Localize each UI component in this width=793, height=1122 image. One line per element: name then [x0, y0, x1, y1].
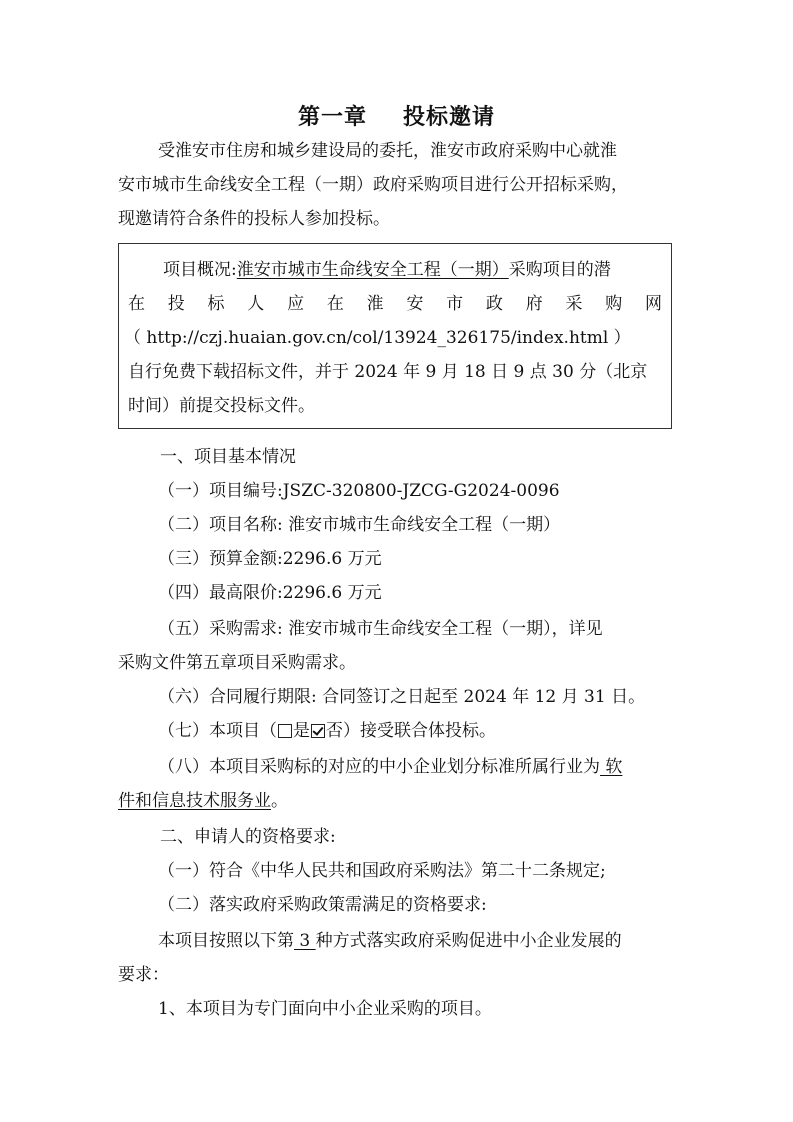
checkbox-no-checked-icon — [311, 724, 325, 738]
item-requirements-line-2: 采购文件第五章项目采购需求。 — [118, 653, 356, 673]
overview-line-4: 自行免费下载招标文件，并于 2024 年 9 月 18 日 9 点 30 分（北京 — [128, 362, 648, 382]
overview-url: （ http://czj.huaian.gov.cn/col/13924_326175/index.html ） — [124, 328, 631, 348]
intro-line-1: 受淮安市住房和城乡建设局的委托，淮安市政府采购中心就淮 — [158, 141, 617, 161]
overview-project-name: 淮安市城市生命线安全工程（一期） — [236, 260, 509, 280]
policy-method-number: 3 — [294, 931, 316, 951]
policy-point-1: 1、本项目为专门面向中小企业采购的项目。 — [158, 999, 492, 1019]
overview-line-5: 时间）前提交投标文件。 — [128, 396, 315, 416]
overview-line-2: 在投标人应在淮安市政府采购网 — [128, 294, 662, 314]
item-requirements-line-1: （五）采购需求: 淮安市城市生命线安全工程（一期），详见 — [158, 619, 603, 639]
chapter-title — [0, 100, 793, 131]
item-industry-line-2: 件和信息技术服务业。 — [118, 791, 288, 811]
item-project-name: （二）项目名称: 淮安市城市生命线安全工程（一期） — [158, 515, 561, 535]
checkbox-yes-icon — [278, 724, 292, 738]
option-yes-label: 是 — [293, 721, 310, 741]
option-no-label: 否 — [326, 721, 343, 741]
overview-label: 项目概况: — [163, 260, 237, 280]
item-industry-line-1: （八）本项目采购标的对应的中小企业划分标准所属行业为 软 — [158, 757, 623, 777]
qualification-item-1: （一）符合《中华人民共和国政府采购法》第二十二条规定; — [158, 861, 606, 881]
intro-line-3: 现邀请符合条件的投标人参加投标。 — [118, 209, 390, 229]
chapter-number: 第一章 — [297, 104, 367, 130]
item-contract-period: （六）合同履行期限: 合同签订之日起至 2024 年 12 月 31 日。 — [158, 687, 646, 707]
intro-line-2: 安市城市生命线安全工程（一期）政府采购项目进行公开招标采购， — [118, 175, 628, 195]
section1-heading: 一、项目基本情况 — [160, 447, 296, 467]
policy-paragraph-line-2: 要求： — [118, 965, 169, 985]
qualification-item-2: （二）落实政府采购政策需满足的资格要求: — [158, 895, 487, 915]
item-budget: （三）预算金额:2296.6 万元 — [158, 549, 382, 569]
policy-paragraph-line-1: 本项目按照以下第 3 种方式落实政府采购促进中小企业发展的 — [158, 931, 622, 951]
section2-heading: 二、申请人的资格要求: — [160, 827, 336, 847]
item-consortium: （七）本项目（ 是 否）接受联合体投标。 — [158, 721, 496, 741]
overview-line-1: 项目概况:淮安市城市生命线安全工程（一期）采购项目的潜 — [163, 260, 611, 280]
item-max-price: （四）最高限价:2296.6 万元 — [158, 583, 382, 603]
item-project-number: （一）项目编号:JSZC-320800-JZCG-G2024-0096 — [158, 481, 560, 501]
chapter-name: 投标邀请 — [403, 104, 496, 130]
